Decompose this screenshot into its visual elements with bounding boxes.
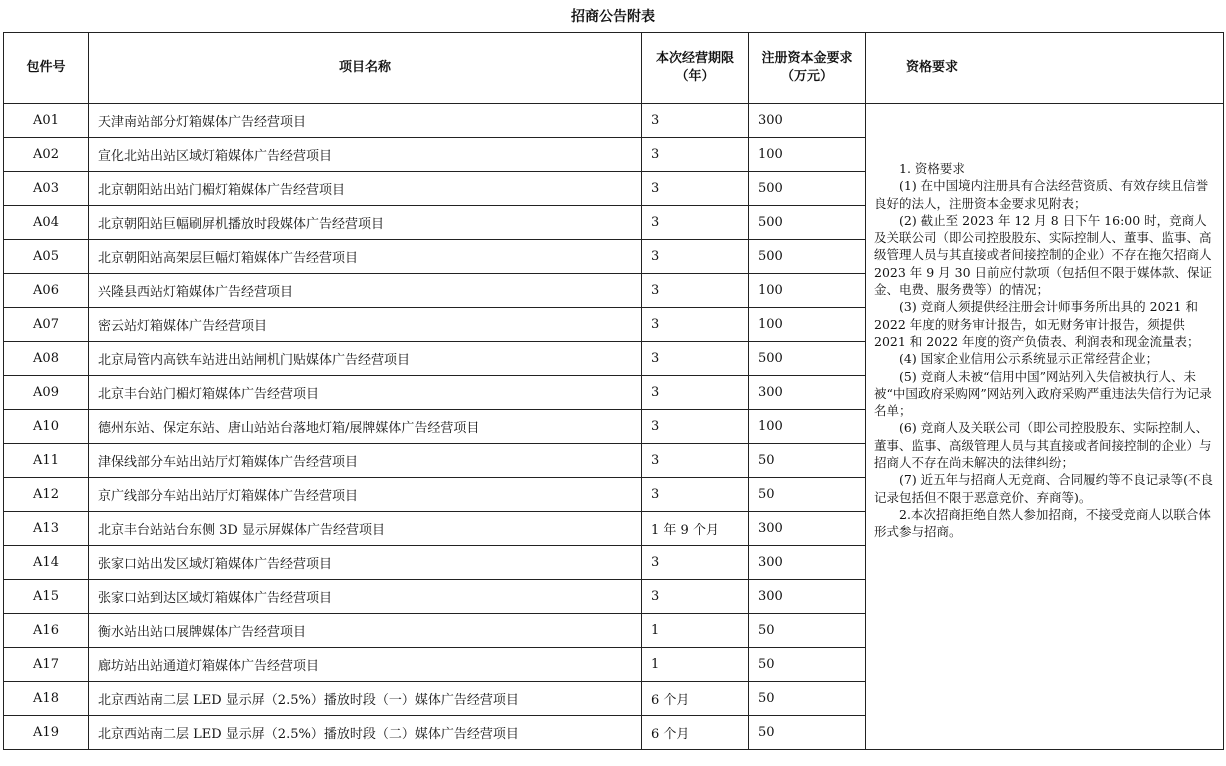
capital-cell: 300 [749,546,866,580]
package-no-cell: A08 [4,342,89,376]
period-cell: 3 [642,580,749,614]
requirement-paragraph: 1. 资格要求 [899,161,965,176]
capital-cell: 50 [749,444,866,478]
project-name-cell: 北京朝阳站出站门楣灯箱媒体广告经营项目 [89,172,642,206]
requirement-paragraph: (1) 在中国境内注册具有合法经营资质、有效存续且信誉良好的法人，注册资本金要求见附表； [874,178,1209,211]
package-no-cell: A12 [4,478,89,512]
bid-table [3,32,1224,750]
package-no-cell: A04 [4,206,89,240]
requirement-paragraph: 2.本次招商拒绝自然人参加招商，不接受竞商人以联合体形式参与招商。 [874,506,1211,540]
requirement-paragraph: (3) 竞商人须提供经注册会计师事务所出具的 2021 和 2022 年度的财务审计报告，如无财务审计报告，须提供 2021 和 2022 年度的资产负债表、利润表和现金流量表； [874,299,1200,349]
capital-cell: 500 [749,342,866,376]
capital-cell: 300 [749,512,866,546]
project-name-cell: 北京西站南二层 LED 显示屏（2.5%）播放时段（二）媒体广告经营项目 [89,716,642,750]
requirement-paragraph: (4) 国家企业信用公示系统显示正常经营企业； [899,351,1159,367]
project-name-cell: 京广线部分车站出站厅灯箱媒体广告经营项目 [89,478,642,512]
capital-cell: 50 [749,716,866,750]
capital-cell: 500 [749,240,866,274]
project-name-cell: 北京朝阳站巨幅刷屏机播放时段媒体广告经营项目 [89,206,642,240]
period-cell: 6 个月 [642,682,749,716]
requirement-paragraph: (6) 竞商人及关联公司（即公司控股股东、实际控制人、董事、监事、高级管理人员与其直接或者间接控制的企业）与招商人不存在尚未解决的法律纠纷； [874,420,1212,471]
package-no-cell: A18 [4,682,89,716]
capital-cell: 50 [749,614,866,648]
period-cell: 3 [642,172,749,206]
period-cell: 6 个月 [642,716,749,750]
package-no-cell: A15 [4,580,89,614]
period-cell: 1 年 9 个月 [642,512,749,546]
period-cell: 3 [642,410,749,444]
project-name-cell: 北京西站南二层 LED 显示屏（2.5%）播放时段（一）媒体广告经营项目 [89,682,642,716]
capital-cell: 300 [749,104,866,138]
requirement-paragraph: (5) 竞商人未被“信用中国”网站列入失信被执行人、未被“中国政府采购网”网站列入政府采购严重违法失信行为记录名单； [874,368,1212,419]
period-cell: 3 [642,376,749,410]
project-name-cell: 北京丰台站门楣灯箱媒体广告经营项目 [89,376,642,410]
project-name-cell: 北京朝阳站高架层巨幅灯箱媒体广告经营项目 [89,240,642,274]
capital-cell: 100 [749,308,866,342]
header-period: 本次经营期限（年） [642,33,749,104]
project-name-cell: 张家口站到达区域灯箱媒体广告经营项目 [89,580,642,614]
header-project-name: 项目名称 [89,33,642,104]
package-no-cell: A13 [4,512,89,546]
project-name-cell: 津保线部分车站出站厅灯箱媒体广告经营项目 [89,444,642,478]
period-cell: 3 [642,206,749,240]
package-no-cell: A17 [4,648,89,682]
project-name-cell: 宣化北站出站区域灯箱媒体广告经营项目 [89,138,642,172]
table-row [4,104,1224,138]
package-no-cell: A06 [4,274,89,308]
capital-cell: 100 [749,274,866,308]
project-name-cell: 张家口站出发区域灯箱媒体广告经营项目 [89,546,642,580]
capital-cell: 100 [749,138,866,172]
package-no-cell: A07 [4,308,89,342]
page-title: 招商公告附表 [571,9,655,25]
header-capital: 注册资本金要求（万元） [749,33,866,104]
period-cell: 3 [642,308,749,342]
period-cell: 3 [642,274,749,308]
table-body [4,104,1224,750]
project-name-cell: 兴隆县西站灯箱媒体广告经营项目 [89,274,642,308]
capital-cell: 100 [749,410,866,444]
project-name-cell: 德州东站、保定东站、唐山站站台落地灯箱/展牌媒体广告经营项目 [89,410,642,444]
capital-cell: 500 [749,172,866,206]
package-no-cell: A11 [4,444,89,478]
requirement-paragraph: (7) 近五年与招商人无竞商、合同履约等不良记录等(不良记录包括但不限于恶意竞价、弃商等)。 [874,472,1214,505]
header-row [4,33,1224,104]
period-cell: 3 [642,138,749,172]
capital-cell: 50 [749,648,866,682]
package-no-cell: A05 [4,240,89,274]
header-package-no: 包件号 [4,33,89,104]
period-cell: 3 [642,444,749,478]
requirements-cell [866,104,1224,750]
period-cell: 1 [642,648,749,682]
period-cell: 3 [642,478,749,512]
period-cell: 3 [642,342,749,376]
package-no-cell: A14 [4,546,89,580]
period-cell: 3 [642,104,749,138]
package-no-cell: A19 [4,716,89,750]
package-no-cell: A02 [4,138,89,172]
period-cell: 3 [642,546,749,580]
project-name-cell: 北京丰台站站台东侧 3D 显示屏媒体广告经营项目 [89,512,642,546]
package-no-cell: A01 [4,104,89,138]
project-name-cell: 衡水站出站口展牌媒体广告经营项目 [89,614,642,648]
package-no-cell: A16 [4,614,89,648]
period-cell: 3 [642,240,749,274]
capital-cell: 50 [749,478,866,512]
project-name-cell: 北京局管内高铁车站进出站闸机门贴媒体广告经营项目 [89,342,642,376]
package-no-cell: A10 [4,410,89,444]
header-requirements: 资格要求 [866,33,1224,104]
capital-cell: 500 [749,206,866,240]
capital-cell: 50 [749,682,866,716]
project-name-cell: 密云站灯箱媒体广告经营项目 [89,308,642,342]
project-name-cell: 廊坊站出站通道灯箱媒体广告经营项目 [89,648,642,682]
capital-cell: 300 [749,580,866,614]
package-no-cell: A03 [4,172,89,206]
package-no-cell: A09 [4,376,89,410]
period-cell: 1 [642,614,749,648]
requirement-paragraph: (2) 截止至 2023 年 12 月 8 日下午 16:00 时，竞商人及关联公司（即公司控股股东、实际控制人、董事、监事、高级管理人员与其直接或者间接控制的企业）不存在拖欠招商人 2023 年 9 月 30 日前应付款项（包括但不限于媒体款、保证金、电费、服务费等）的情况； [874,212,1213,298]
capital-cell: 300 [749,376,866,410]
project-name-cell: 天津南站部分灯箱媒体广告经营项目 [89,104,642,138]
